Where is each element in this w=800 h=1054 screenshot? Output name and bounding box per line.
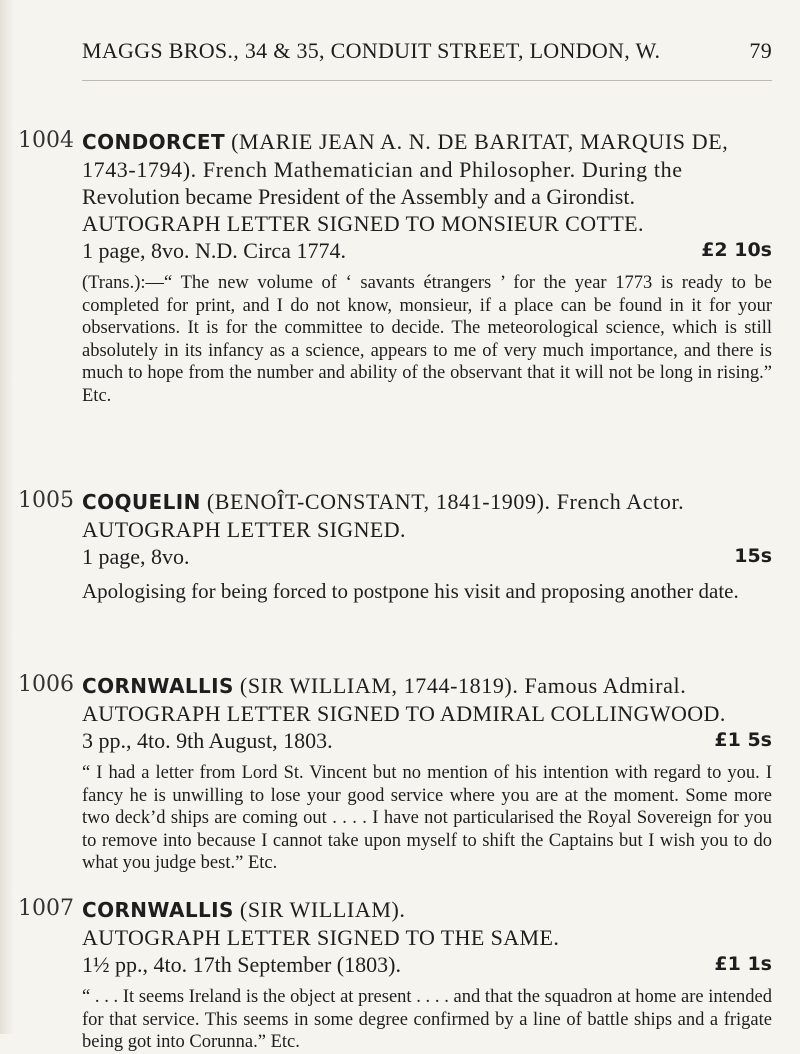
entry-price: £2 10s bbox=[701, 239, 772, 261]
lot-number: 1006 bbox=[18, 672, 74, 697]
entry-name: CONDORCET bbox=[82, 130, 226, 154]
entry-format: 1½ pp., 4to. 17th September (1803). bbox=[82, 952, 401, 977]
entry-heading bbox=[82, 672, 772, 700]
entry-heading-rest: (MARIE JEAN A. N. DE BARITAT, MARQUIS DE, bbox=[225, 129, 729, 154]
entry-format: 3 pp., 4to. 9th August, 1803. bbox=[82, 728, 333, 753]
entry-name: CORNWALLIS bbox=[82, 674, 234, 698]
entry-price: £1 1s bbox=[714, 953, 772, 975]
entry-heading bbox=[82, 896, 772, 924]
page-number: 79 bbox=[749, 38, 772, 63]
lot-number: 1007 bbox=[18, 896, 74, 921]
entry-heading bbox=[82, 128, 772, 156]
entry-format-line bbox=[82, 727, 772, 754]
entry-heading-rest: (BENOÎT-CONSTANT, 1841-1909). French Actor. bbox=[200, 489, 685, 514]
lot-number: 1004 bbox=[18, 128, 74, 153]
entry-item-title: AUTOGRAPH LETTER SIGNED TO MONSIEUR COTTE. bbox=[82, 211, 644, 236]
entry-quote: (Trans.):—“ The new volume of ‘ savants étrangers ’ for the year 1773 is ready to be completed for print, and I do not know, monsieur, if a place can be found in it for your observations. It is for the committee to decide. The meteorological science, which is still absolutely in its infancy as a science, appears to me of very much importance, and there is much to hope from the number and ability of the observant that it will not be long in rising.” Etc. bbox=[82, 273, 772, 406]
entry-name: CORNWALLIS bbox=[82, 898, 234, 922]
entry-quote: “ . . . It seems Ireland is the object at present . . . . and that the squadron at home are intended for that service. This seems in some degree confirmed by a line of battle ships and a frigate being got into Corunna.” Etc. bbox=[82, 987, 772, 1052]
entry-name: COQUELIN bbox=[82, 490, 201, 514]
page-edge bbox=[0, 0, 14, 1034]
entry-item-title: AUTOGRAPH LETTER SIGNED. bbox=[82, 517, 406, 542]
entry-format-line bbox=[82, 237, 772, 264]
entry-description-line: 1743-1794). French Mathematician and Philosopher. During the bbox=[82, 157, 683, 182]
entry-heading bbox=[82, 488, 772, 516]
entry-item-title: AUTOGRAPH LETTER SIGNED TO ADMIRAL COLLINGWOOD. bbox=[82, 701, 726, 726]
entry-format-line bbox=[82, 543, 772, 570]
entry-body bbox=[82, 128, 772, 407]
entry-quote: “ I had a letter from Lord St. Vincent but no mention of his intention with regard to you. I fancy he is unwilling to lose your good service where you are at the moment. Some more two deck’d ships are coming out . . . . I have not particularised the Royal Sovereign for you to remove into because I cannot take upon myself to shift the Captains but I wish you to do what you judge best.” Etc. bbox=[82, 763, 772, 873]
entry-body bbox=[82, 488, 772, 604]
entry-format: 1 page, 8vo. bbox=[82, 544, 190, 569]
entry-quote: Apologising for being forced to postpone his visit and proposing another date. bbox=[82, 579, 739, 603]
entry-price: 15s bbox=[734, 545, 772, 567]
entry-body bbox=[82, 672, 772, 875]
entry-body bbox=[82, 896, 772, 1054]
entry-format: 1 page, 8vo. N.D. Circa 1774. bbox=[82, 238, 346, 263]
entry-item-title: AUTOGRAPH LETTER SIGNED TO THE SAME. bbox=[82, 925, 560, 950]
entry-heading-rest: (SIR WILLIAM). bbox=[233, 897, 406, 922]
entry-format-line bbox=[82, 951, 772, 978]
running-head: MAGGS BROS., 34 & 35, CONDUIT STREET, LONDON, W. bbox=[82, 38, 661, 63]
lot-number: 1005 bbox=[18, 488, 74, 513]
entry-price: £1 5s bbox=[714, 729, 772, 751]
header-rule bbox=[82, 80, 772, 81]
entry-heading-rest: (SIR WILLIAM, 1744-1819). Famous Admiral. bbox=[233, 673, 687, 698]
entry-description-line: Revolution became President of the Assembly and a Girondist. bbox=[82, 184, 635, 209]
page-header bbox=[82, 38, 772, 78]
